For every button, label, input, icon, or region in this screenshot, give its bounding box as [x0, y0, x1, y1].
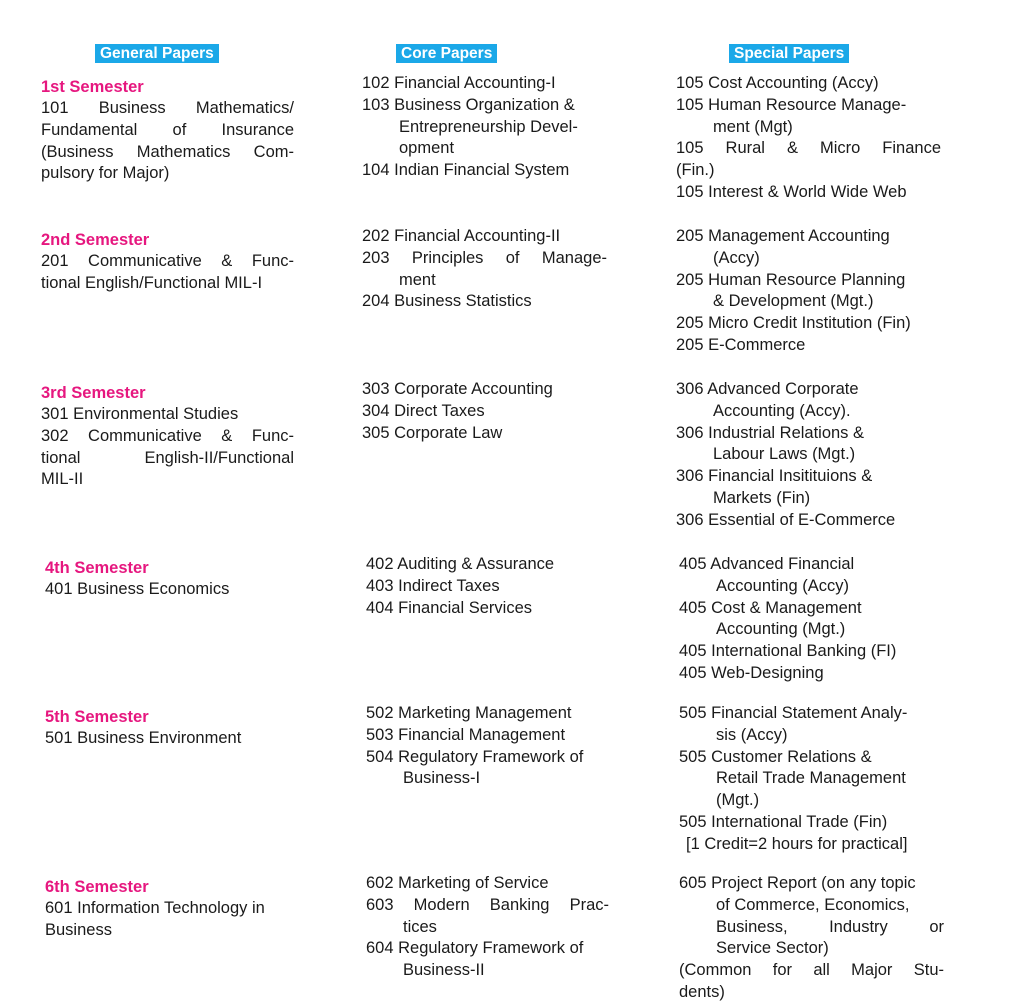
special-line: 505 Customer Relations & [679, 747, 872, 766]
special-line: 405 Advanced Financial [679, 555, 855, 573]
general-line: 501 Business Environment [45, 729, 242, 747]
special-line: 405 Web-Designing [679, 663, 824, 682]
core-line: 104 Indian Financial System [362, 161, 570, 180]
semester-3-general-papers [41, 404, 294, 491]
semester-5-special-papers [679, 703, 907, 856]
semester-4-title: 4th Semester [45, 559, 149, 577]
special-line: 205 Management Accounting [676, 227, 890, 245]
general-line: 601 Information Technology in [45, 899, 265, 917]
semester-6-core-papers [366, 873, 609, 982]
core-papers-header: Core Papers [396, 44, 497, 63]
core-line: 503 Financial Management [366, 725, 566, 744]
core-line: 603 Modern Banking Prac- [366, 895, 609, 914]
special-line: Retail Trade Management [716, 769, 906, 788]
special-line: dents) [679, 982, 725, 1001]
semester-5-general-papers [45, 728, 298, 750]
special-line: Accounting (Mgt.) [716, 620, 846, 639]
special-line: (Accy) [713, 248, 760, 267]
core-line: 502 Marketing Management [366, 704, 572, 722]
special-line: 205 E-Commerce [676, 335, 806, 354]
core-line: Entrepreneurship Devel- [399, 117, 578, 136]
semester-2-title: 2nd Semester [41, 231, 150, 249]
core-line: 102 Financial Accounting-I [362, 74, 556, 92]
special-line: 205 Human Resource Planning [676, 270, 906, 289]
general-line: 302 Communicative & Func- [41, 426, 294, 445]
general-line: 101 Business Mathematics/ [41, 99, 294, 117]
core-line: 103 Business Organization & [362, 95, 575, 114]
core-line: 305 Corporate Law [362, 423, 503, 442]
core-line: 204 Business Statistics [362, 292, 532, 311]
core-line: tices [403, 917, 437, 936]
semester-2-general-papers [41, 251, 294, 295]
core-line: 303 Corporate Accounting [362, 380, 553, 398]
general-line: 301 Environmental Studies [41, 405, 239, 423]
core-line: 504 Regulatory Framework of [366, 747, 584, 766]
core-line: Business-I [403, 769, 481, 788]
general-line: MIL-II [41, 470, 84, 489]
core-line: 304 Direct Taxes [362, 401, 485, 420]
special-line: & Development (Mgt.) [713, 292, 874, 311]
core-line: 403 Indirect Taxes [366, 576, 500, 595]
special-line: sis (Accy) [716, 725, 788, 744]
semester-6-general-papers [45, 898, 298, 942]
core-line: Business-II [403, 961, 485, 980]
special-line: 105 Interest & World Wide Web [676, 182, 907, 201]
special-line: Business, Industry or [716, 917, 944, 936]
special-line: Markets (Fin) [713, 488, 811, 507]
general-line: Fundamental of Insurance [41, 120, 294, 139]
practical-credit-note: [1 Credit=2 hours for practical] [686, 834, 908, 853]
special-line: 306 Essential of E-Commerce [676, 510, 896, 529]
special-line: (Fin.) [676, 161, 715, 180]
semester-1-general-papers [41, 98, 294, 185]
semester-4-core-papers [366, 554, 554, 619]
special-line: Service Sector) [716, 939, 829, 958]
special-line: Accounting (Accy). [713, 401, 851, 420]
special-line: (Mgt.) [716, 791, 760, 810]
general-line: (Business Mathematics Com- [41, 142, 294, 161]
semester-5-core-papers [366, 703, 583, 790]
semester-2-special-papers [676, 226, 911, 357]
special-line: 306 Industrial Relations & [676, 423, 865, 442]
special-line: ment (Mgt) [713, 117, 793, 136]
core-line: 404 Financial Services [366, 598, 532, 617]
special-line: 105 Cost Accounting (Accy) [676, 74, 879, 92]
general-line: pulsory for Major) [41, 164, 170, 183]
special-line: 105 Rural & Micro Finance [676, 139, 941, 158]
special-line: 605 Project Report (on any topic [679, 874, 916, 892]
special-line: Labour Laws (Mgt.) [713, 445, 856, 464]
general-line: tional English-II/Functional [41, 448, 294, 467]
special-line: Accounting (Accy) [716, 576, 849, 595]
general-line: 401 Business Economics [45, 580, 230, 598]
semester-3-core-papers [362, 379, 553, 444]
core-line: ment [399, 270, 436, 289]
semester-1-title: 1st Semester [41, 78, 144, 96]
general-papers-header: General Papers [95, 44, 219, 63]
semester-4-general-papers [45, 579, 298, 601]
general-line: tional English/Functional MIL-I [41, 273, 263, 292]
semester-5-title: 5th Semester [45, 708, 149, 726]
semester-6-special-papers [679, 873, 944, 1004]
core-line: 402 Auditing & Assurance [366, 555, 555, 573]
special-line: (Common for all Major Stu- [679, 961, 944, 980]
special-line: 105 Human Resource Manage- [676, 95, 907, 114]
semester-4-special-papers [679, 554, 896, 685]
semester-6-title: 6th Semester [45, 878, 149, 896]
core-line: 602 Marketing of Service [366, 874, 549, 892]
core-line: 203 Principles of Manage- [362, 248, 607, 267]
special-line: of Commerce, Economics, [716, 895, 910, 914]
general-line: 201 Communicative & Func- [41, 252, 294, 270]
general-line: Business [45, 920, 112, 939]
special-line: 505 International Trade (Fin) [679, 812, 888, 831]
core-line: 202 Financial Accounting-II [362, 227, 561, 245]
semester-3-special-papers [676, 379, 895, 532]
special-line: 306 Financial Insitituions & [676, 467, 873, 486]
special-papers-header: Special Papers [729, 44, 849, 63]
special-line: 405 Cost & Management [679, 598, 862, 617]
semester-1-special-papers [676, 73, 941, 204]
semester-3-title: 3rd Semester [41, 384, 146, 402]
semester-1-core-papers [362, 73, 578, 182]
semester-2-core-papers [362, 226, 607, 313]
core-line: 604 Regulatory Framework of [366, 939, 584, 958]
special-line: 205 Micro Credit Institution (Fin) [676, 314, 911, 333]
special-line: 505 Financial Statement Analy- [679, 704, 908, 722]
special-line: 405 International Banking (FI) [679, 642, 897, 661]
core-line: opment [399, 139, 455, 158]
special-line: 306 Advanced Corporate [676, 380, 859, 398]
